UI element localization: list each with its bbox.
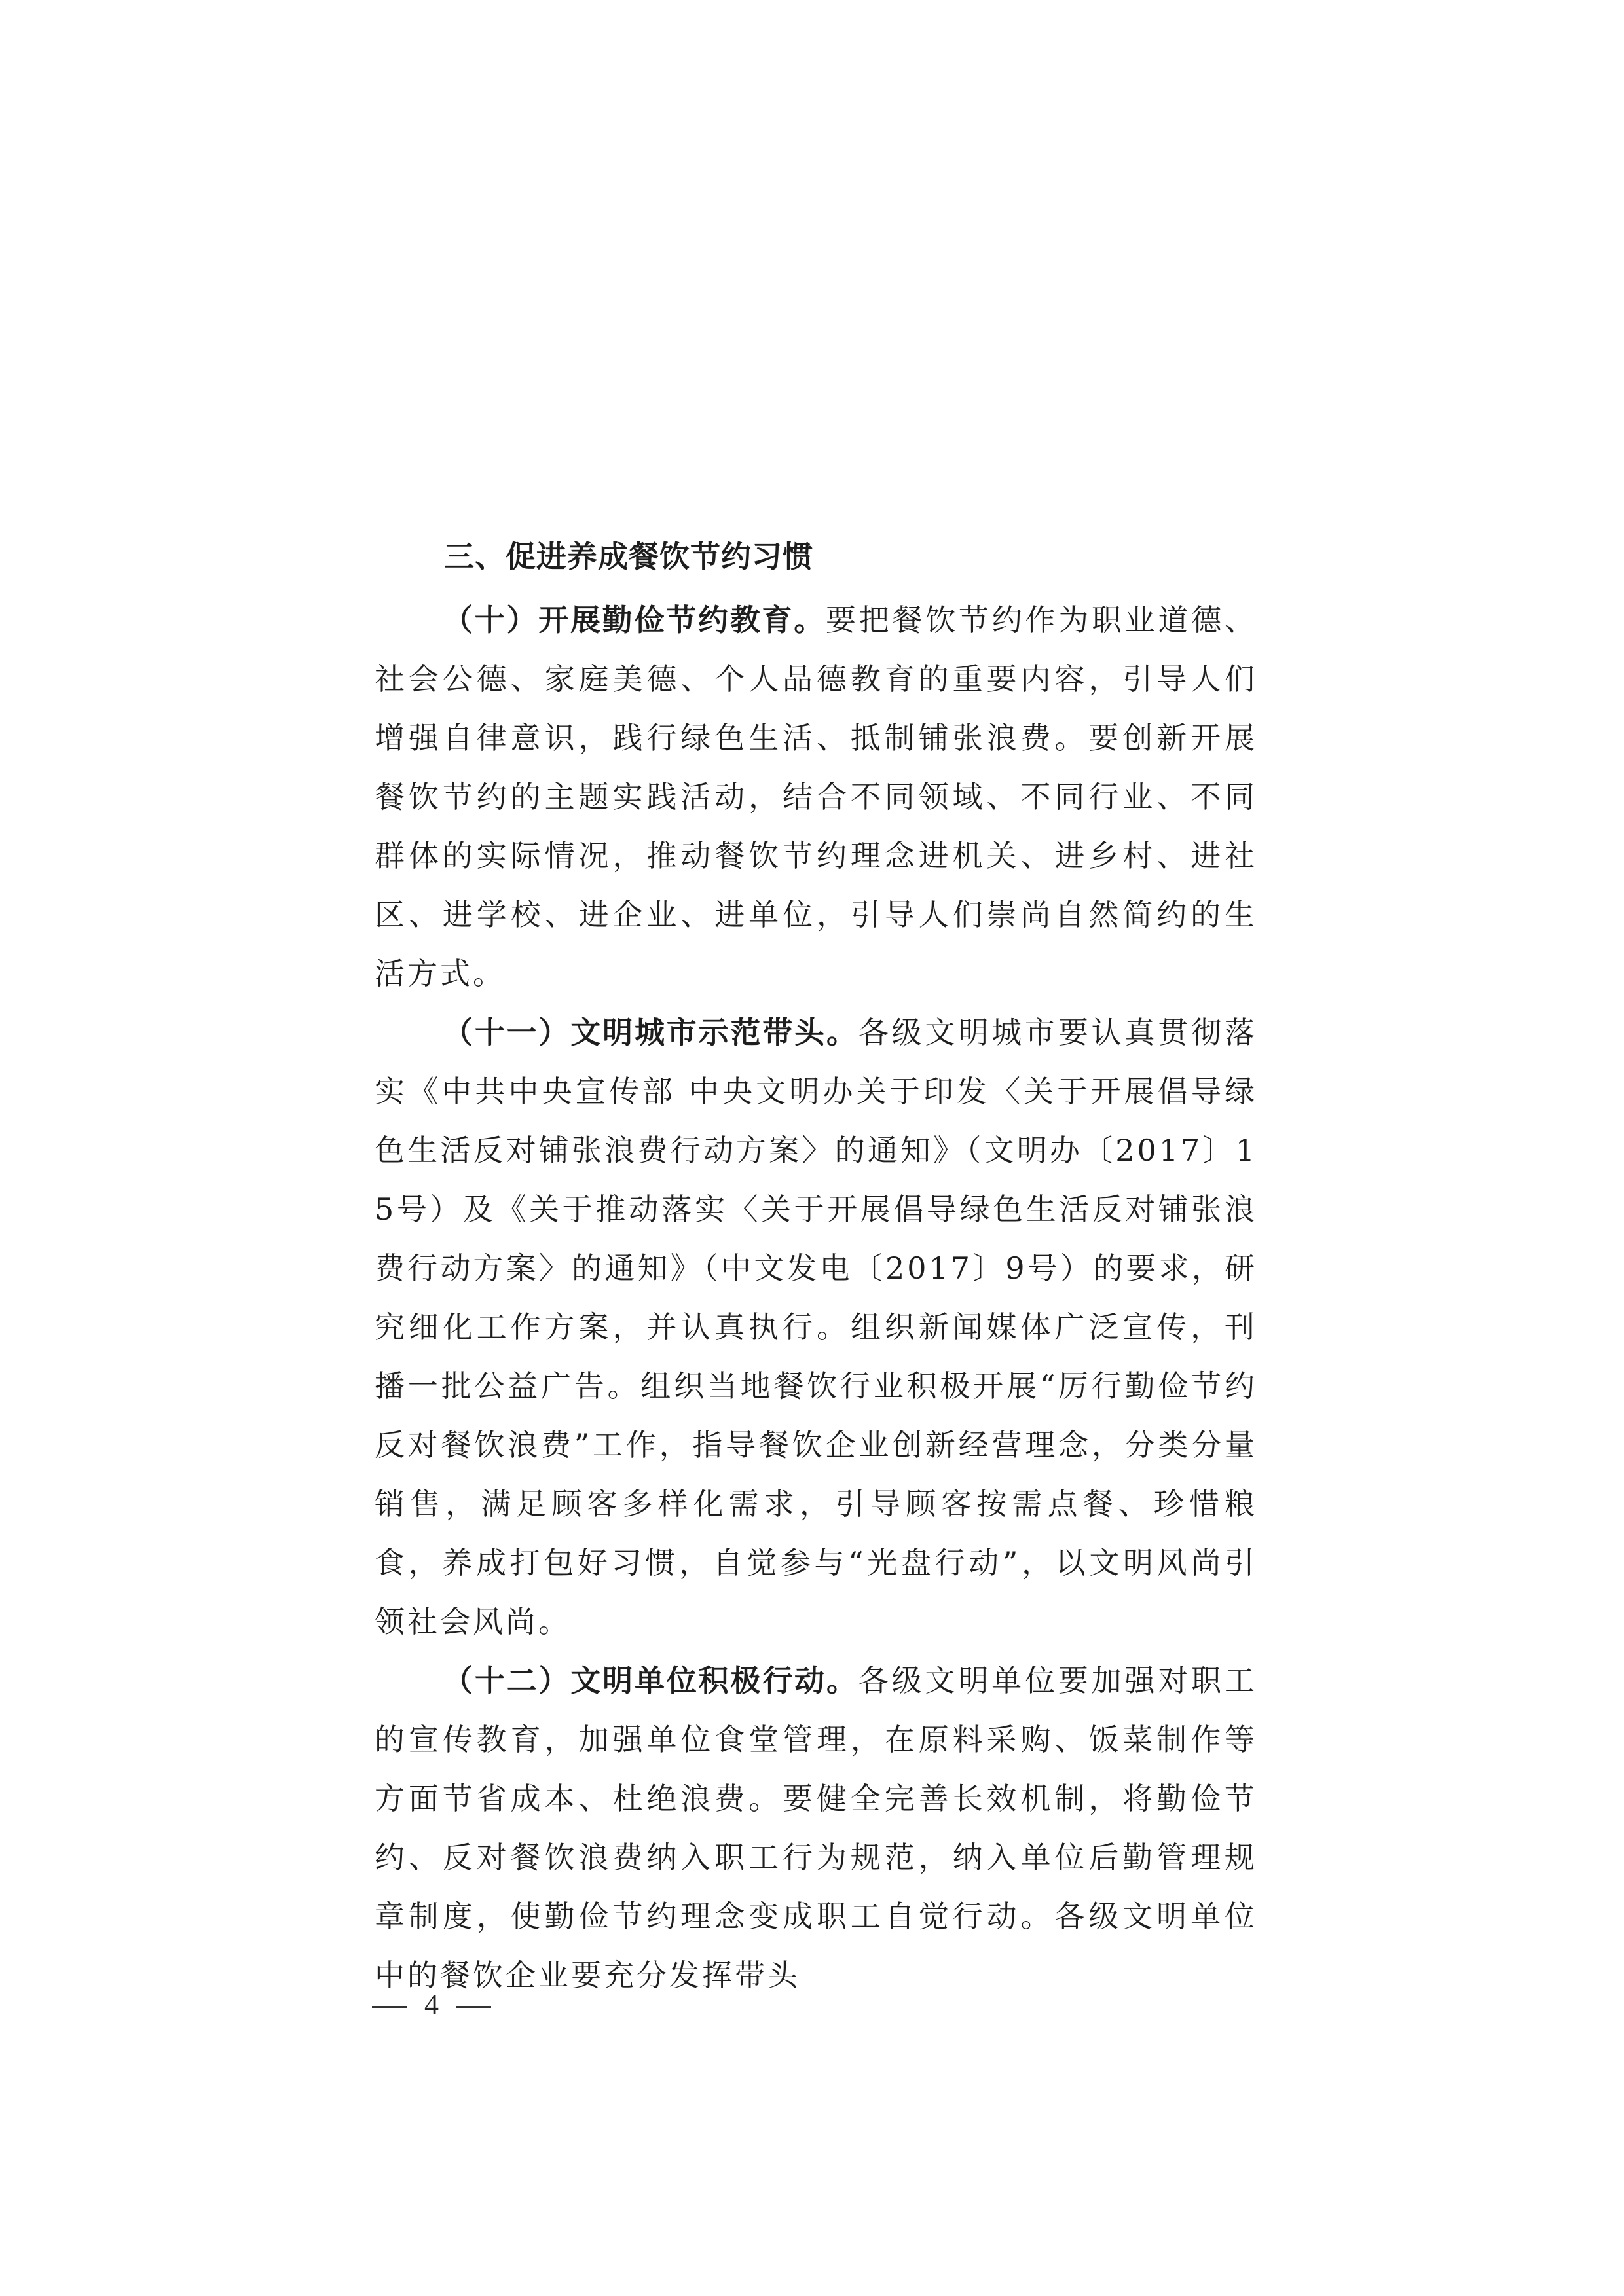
document-body <box>375 530 1257 2005</box>
dash-decoration <box>456 2006 491 2008</box>
paragraph-10 <box>375 591 1257 1003</box>
paragraph-12 <box>375 1651 1257 2005</box>
dash-decoration <box>372 2006 407 2008</box>
page-number-value: 4 <box>424 1988 439 2020</box>
paragraph-body: 要把餐饮节约作为职业道德、社会公德、家庭美德、个人品德教育的重要内容，引导人们增强自律意识，践行绿色生活、抵制铺张浪费。要创新开展餐饮节约的主题实践活动，结合不同领域、不同行业、不同群体的实际情况，推动餐饮节约理念进机关、进乡村、进社区、进学校、进企业、进单位，引导人们崇尚自然简约的生活方式。 <box>375 602 1257 991</box>
paragraph-body: 各级文明城市要认真贯彻落实《中共中央宣传部 中央文明办关于印发〈关于开展倡导绿色生活反对铺张浪费行动方案〉的通知》（文明办〔2017〕15号）及《关于推动落实〈关于开展倡导绿色生活反对铺张浪费行动方案〉的通知》（中文发电〔2017〕9号）的要求，研究细化工作方案，并认真执行。组织新闻媒体广泛宣传，刊播一批公益广告。组织当地餐饮行业积极开展“厉行勤俭节约 反对餐饮浪费”工作，指导餐饮企业创新经营理念，分类分量销售，满足顾客多样化需求，引导顾客按需点餐、珍惜粮食，养成打包好习惯，自觉参与“光盘行动”，以文明风尚引领社会风尚。 <box>375 1015 1258 1639</box>
paragraph-lead: （十一）文明城市示范带头。 <box>443 1015 858 1050</box>
paragraph-11 <box>375 1003 1257 1651</box>
paragraph-body: 各级文明单位要加强对职工的宣传教育，加强单位食堂管理，在原料采购、饭菜制作等方面节省成本、杜绝浪费。要健全完善长效机制，将勤俭节约、反对餐饮浪费纳入职工行为规范，纳入单位后勤管理规章制度，使勤俭节约理念变成职工自觉行动。各级文明单位中的餐饮企业要充分发挥带头 <box>375 1663 1258 1993</box>
section-heading: 三、促进养成餐饮节约习惯 <box>444 539 813 574</box>
paragraph-lead: （十）开展勤俭节约教育。 <box>443 602 826 638</box>
page-number <box>372 1985 508 2024</box>
paragraph-lead: （十二）文明单位积极行动。 <box>443 1663 858 1698</box>
